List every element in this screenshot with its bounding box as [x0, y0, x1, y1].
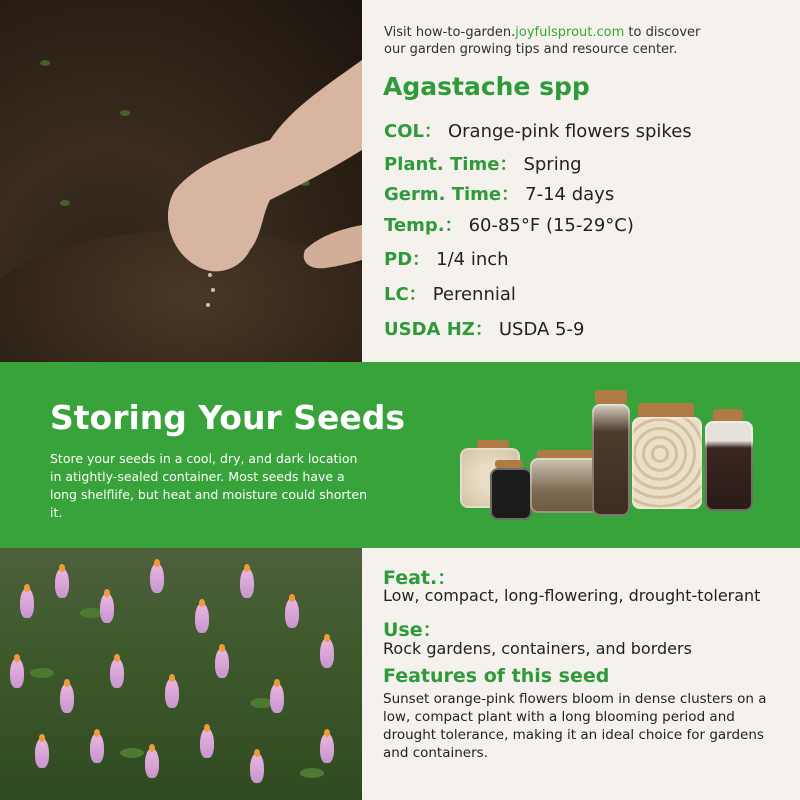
spec-color: [384, 117, 692, 143]
spec-value: Perennial: [432, 284, 516, 305]
flower-spike: [200, 728, 214, 758]
soil-hands-photo: [0, 0, 362, 362]
jar-pumpkin-seeds: [632, 417, 702, 509]
plant-name: Agastache spp: [383, 72, 590, 101]
hands-illustration: [0, 0, 362, 362]
jar-red-dark-seeds: [705, 421, 753, 511]
flower-spike: [240, 568, 254, 598]
spec-value: 1/4 inch: [436, 249, 509, 270]
spec-temp: [384, 211, 634, 237]
jar-tall-dark-seeds: [592, 404, 630, 516]
hand-right: [304, 225, 362, 268]
seed-features-label: Features of this seed: [383, 665, 610, 687]
visit-website-note: [384, 24, 784, 58]
jar-black-seeds: [490, 468, 532, 520]
falling-seeds: [206, 273, 215, 307]
spec-label: Plant. Time：: [384, 154, 518, 175]
spec-usda-zone: [384, 315, 584, 341]
spec-label: LC：: [384, 284, 427, 305]
leaf: [30, 668, 54, 678]
leaf: [120, 748, 144, 758]
spec-germ-time: [384, 180, 614, 206]
feat-label: Feat.：: [383, 567, 457, 589]
use-label: Use：: [383, 619, 442, 641]
leaf: [300, 768, 324, 778]
visit-prefix: Visit how-to-garden.: [384, 25, 516, 40]
visit-suffix: to discover: [624, 25, 701, 40]
flower-spike: [20, 588, 34, 618]
agastache-flowers-photo: [0, 548, 362, 800]
flower-spike: [60, 683, 74, 713]
website-link[interactable]: joyfulsprout.com: [515, 25, 625, 40]
spec-value: 60-85°F (15-29°C): [468, 215, 634, 236]
jar-cork: [595, 390, 627, 404]
seed-jars-image: [455, 385, 765, 525]
flower-spike: [10, 658, 24, 688]
flower-spike: [320, 638, 334, 668]
flower-spike: [150, 563, 164, 593]
spec-label: Temp.：: [384, 215, 463, 236]
spec-label: PD：: [384, 249, 431, 270]
jar-cork: [638, 403, 694, 417]
spec-value: 7-14 days: [525, 184, 615, 205]
jar-cork: [495, 460, 523, 468]
storing-text: Store your seeds in a cool, dry, and dark location in atightly-sealed container. Most seeds have a long shelflife, but heat and moisture could shorten it.: [50, 451, 368, 520]
flower-spike: [90, 733, 104, 763]
visit-line-2: our garden growing tips and resource center.: [384, 42, 678, 57]
flower-spike: [145, 748, 159, 778]
flower-spike: [110, 658, 124, 688]
flower-spike: [320, 733, 334, 763]
flower-spike: [250, 753, 264, 783]
feat-value: Low, compact, long-flowering, drought-tolerant: [383, 586, 761, 605]
spec-plant-time: [384, 150, 582, 176]
flower-spike: [55, 568, 69, 598]
spec-life-cycle: [384, 280, 516, 306]
flower-spike: [270, 683, 284, 713]
spec-label: Germ. Time：: [384, 184, 520, 205]
spec-value: Orange-pink flowers spikes: [447, 121, 692, 142]
spec-planting-depth: [384, 245, 509, 271]
spec-value: USDA 5-9: [498, 319, 585, 340]
flower-spike: [285, 598, 299, 628]
use-value: Rock gardens, containers, and borders: [383, 639, 692, 658]
flower-spike: [215, 648, 229, 678]
flower-spike: [195, 603, 209, 633]
storing-title: Storing Your Seeds: [50, 398, 405, 437]
flower-spike: [100, 593, 114, 623]
jar-cork: [713, 409, 743, 421]
spec-value: Spring: [523, 154, 582, 175]
flower-spike: [35, 738, 49, 768]
spec-label: COL：: [384, 121, 442, 142]
spec-label: USDA HZ：: [384, 319, 493, 340]
flower-spike: [165, 678, 179, 708]
seed-features-text: Sunset orange-pink flowers bloom in dense clusters on a low, compact plant with a long blooming period and drought tolerance, making it an ideal choice for gardens and containers.: [383, 691, 767, 761]
